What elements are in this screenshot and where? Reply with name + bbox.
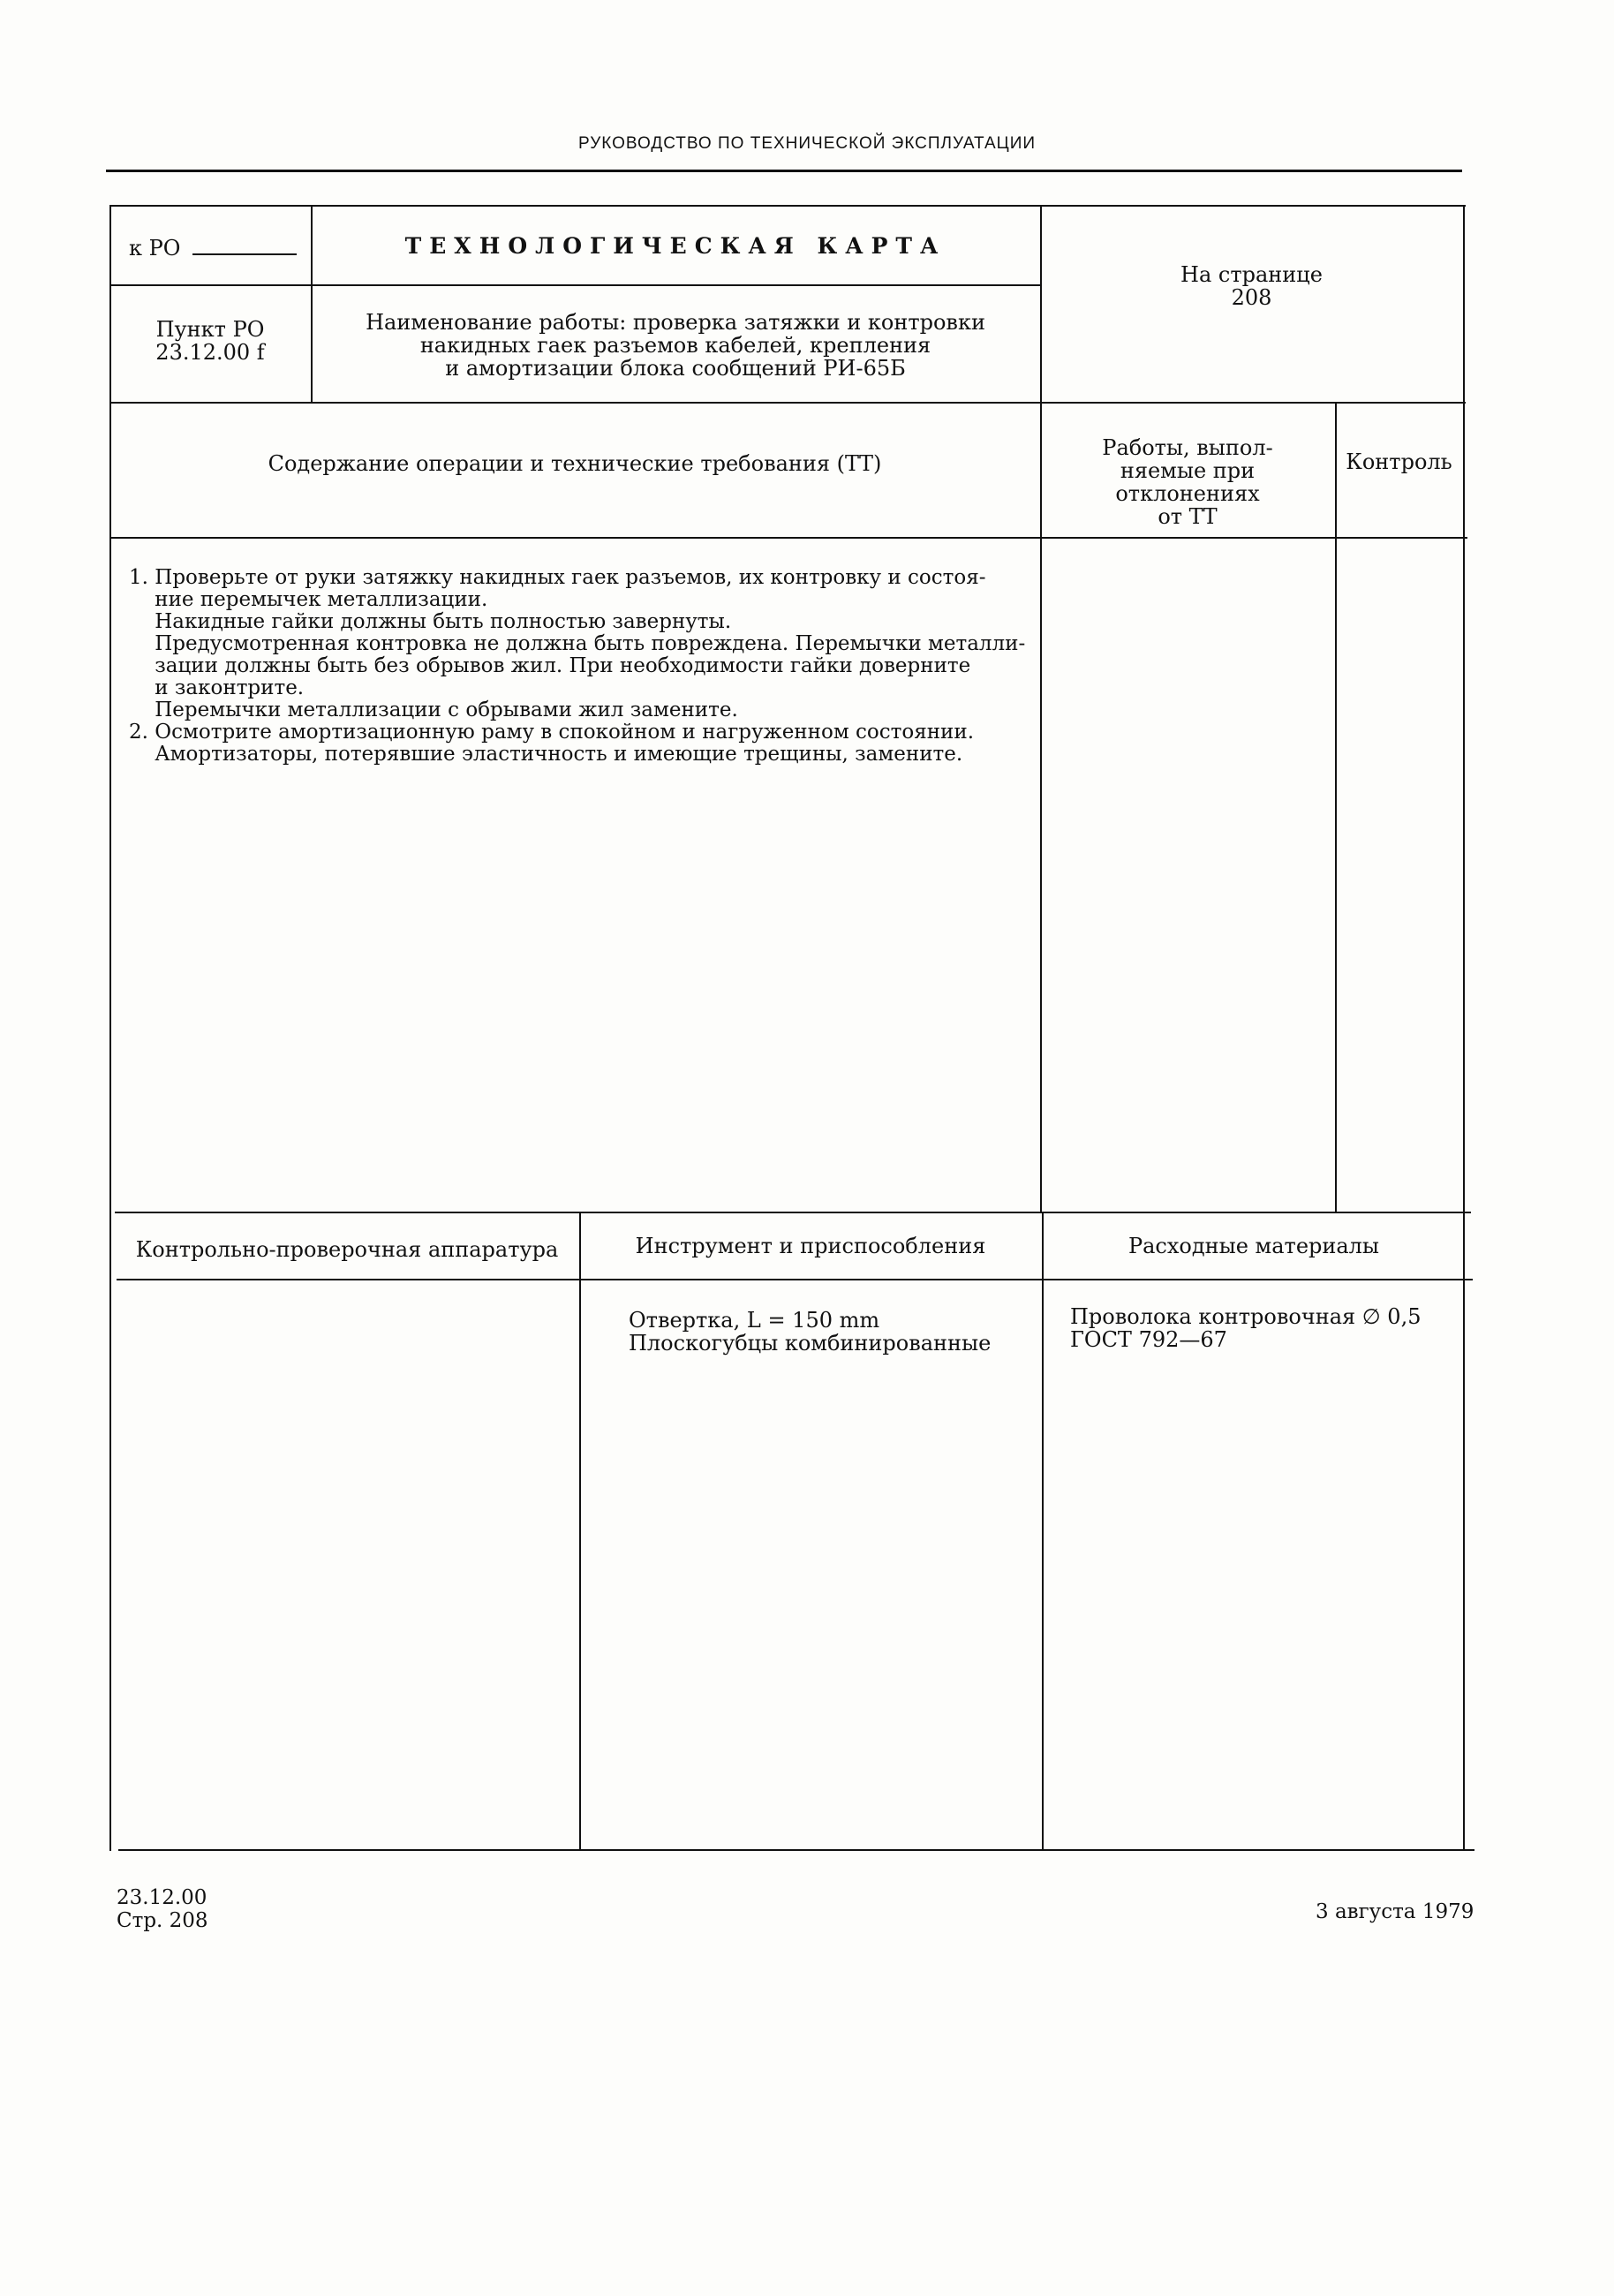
table-line-control: [1335, 402, 1337, 1212]
table-line-page: [1040, 205, 1042, 1212]
table-line-bottomheads: [117, 1279, 1473, 1280]
tools-header: Инструмент и приспособления: [635, 1234, 986, 1258]
table-line-content: [115, 1212, 1471, 1213]
materials-list: [1070, 1305, 1421, 1351]
operation-line: 2. Осмотрите амортизационную раму в спокойном и нагруженном состоянии.: [129, 721, 975, 744]
apparatus-header: Контрольно-проверочная аппаратура: [135, 1237, 559, 1262]
card-title: ТЕХНОЛОГИЧЕСКАЯ КАРТА: [404, 233, 947, 259]
ref-label: к РО: [129, 236, 181, 261]
page-cell: [1040, 263, 1463, 309]
item-label: Пункт РО: [155, 317, 265, 342]
page-label: На странице: [1180, 262, 1323, 287]
deviation-line-1: Работы, выпол-: [1102, 435, 1273, 460]
operation-line: Амортизаторы, потерявшие эластичность и имеющие трещины, замените.: [129, 743, 963, 766]
ref-cell: [129, 237, 297, 260]
work-name-line-1: Наименование работы: проверка затяжки и контровки: [366, 310, 985, 335]
footer-date: 3 августа 1979: [1316, 1900, 1474, 1923]
page-number: 208: [1231, 285, 1272, 310]
operation-line: Перемычки металлизации с обрывами жил замените.: [129, 699, 738, 721]
table-line-title: [109, 284, 1041, 286]
deviation-column-header: [1040, 436, 1335, 528]
item-number: 23.12.00 f: [155, 340, 265, 365]
footer-section: 23.12.00: [117, 1886, 207, 1909]
operations-text: [129, 567, 1029, 766]
operation-line: и законтрите.: [129, 676, 305, 699]
materials-header: Расходные материалы: [1128, 1234, 1380, 1258]
material-item: Проволока контровочная ∅ 0,5: [1070, 1304, 1422, 1329]
table-line-materials: [1042, 1212, 1044, 1849]
work-name-line-2: накидных гаек разъемов кабелей, крепления: [419, 333, 931, 358]
work-name-line-3: и амортизации блока сообщений РИ-65Б: [445, 356, 906, 381]
tool-item: Плоскогубцы комбинированные: [629, 1331, 992, 1356]
deviation-line-2: няемые при: [1120, 458, 1256, 483]
table-border-right: [1463, 205, 1465, 1851]
table-border-top: [109, 205, 1466, 207]
table-line-tools: [579, 1212, 581, 1849]
tools-list: [629, 1309, 991, 1355]
content-column-header: Содержание операции и технические требования (ТТ): [268, 451, 882, 476]
table-line-work: [109, 402, 1466, 404]
table-border-bottom: [118, 1849, 1474, 1851]
tool-item: Отвертка, L = 150 mm: [629, 1308, 880, 1333]
material-item: ГОСТ 792—67: [1070, 1327, 1227, 1352]
item-cell: [109, 318, 311, 364]
work-name: [311, 311, 1040, 380]
table-line-colheads: [111, 537, 1467, 539]
operation-line: ние перемычек металлизации.: [129, 588, 488, 611]
control-column-header: Контроль: [1346, 449, 1452, 474]
deviation-line-3: отклонениях: [1115, 481, 1260, 506]
operation-line: зации должны быть без обрывов жил. При необходимости гайки доверните: [129, 654, 971, 677]
operation-line: 1. Проверьте от руки затяжку накидных гаек разъемов, их контровку и состоя-: [129, 566, 986, 589]
document-header: РУКОВОДСТВО ПО ТЕХНИЧЕСКОЙ ЭКСПЛУАТАЦИИ: [577, 134, 1037, 153]
operation-line: Накидные гайки должны быть полностью завернуты.: [129, 610, 732, 633]
ref-blank: [192, 253, 297, 255]
footer-page: Стр. 208: [117, 1909, 208, 1932]
header-rule: [106, 170, 1462, 172]
footer-left: [117, 1886, 208, 1932]
operation-line: Предусмотренная контровка не должна быть повреждена. Перемычки металли-: [129, 632, 1026, 655]
deviation-line-4: от ТТ: [1158, 504, 1218, 529]
